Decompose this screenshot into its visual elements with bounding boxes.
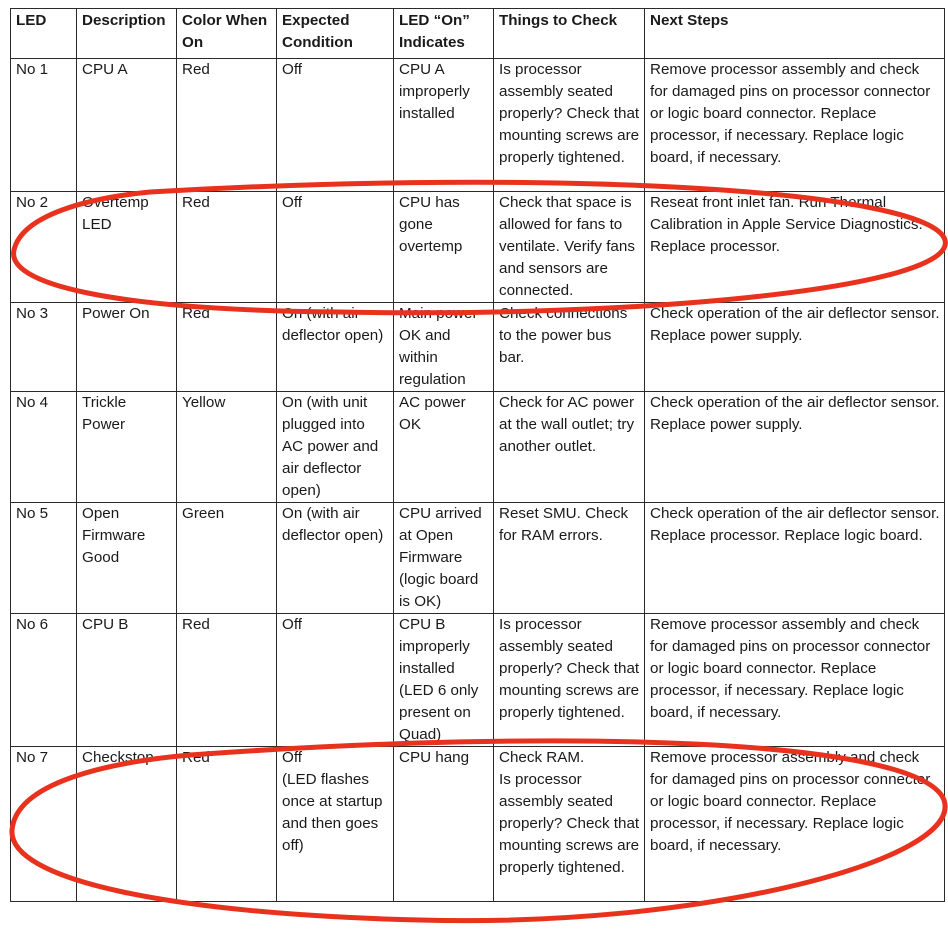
cell-led: No 6 (11, 614, 77, 747)
cell-led: No 1 (11, 59, 77, 192)
led-table (10, 8, 945, 902)
cell-color: Red (177, 192, 277, 303)
cell-next-steps: Remove processor assembly and check for damaged pins on processor connector or logic board connector. Replace processor, if necessary. Replace logic board, if necessary. (645, 59, 945, 192)
cell-description: Checkstop (77, 747, 177, 902)
cell-description: Trickle Power (77, 392, 177, 503)
cell-expected-condition: Off (277, 192, 394, 303)
cell-description: CPU B (77, 614, 177, 747)
cell-next-steps: Remove processor assembly and check for damaged pins on processor connector or logic board connector. Replace processor, if necessary. Replace logic board, if necessary. (645, 747, 945, 902)
led-diagnostics-sheet (10, 8, 944, 902)
header-expected-condition: Expected Condition (277, 9, 394, 59)
cell-next-steps: Remove processor assembly and check for damaged pins on processor connector or logic board connector. Replace processor, if necessary. Replace logic board, if necessary. (645, 614, 945, 747)
cell-led: No 7 (11, 747, 77, 902)
cell-led-on-indicates: CPU B improperly installed (LED 6 only present on Quad) (394, 614, 494, 747)
table-row (11, 192, 945, 303)
cell-color: Green (177, 503, 277, 614)
expected-condition-main: Off (282, 749, 302, 766)
cell-expected-condition: Off (277, 59, 394, 192)
cell-led-on-indicates: AC power OK (394, 392, 494, 503)
cell-color: Yellow (177, 392, 277, 503)
cell-expected-condition: On (with air deflector open) (277, 303, 394, 392)
cell-things-to-check: Check that space is allowed for fans to ventilate. Verify fans and sensors are connected. (494, 192, 645, 303)
cell-description: Power On (77, 303, 177, 392)
cell-next-steps: Reseat front inlet fan. Run Thermal Calibration in Apple Service Diagnostics. Replace processor. (645, 192, 945, 303)
cell-things-to-check: Check for AC power at the wall outlet; try another outlet. (494, 392, 645, 503)
cell-description: CPU A (77, 59, 177, 192)
cell-led: No 5 (11, 503, 77, 614)
cell-led-on-indicates: Main power OK and within regulation (394, 303, 494, 392)
cell-next-steps: Check operation of the air deflector sensor. Replace power supply. (645, 392, 945, 503)
cell-description: Open Firmware Good (77, 503, 177, 614)
cell-expected-condition: On (with air deflector open) (277, 503, 394, 614)
table-row (11, 59, 945, 192)
cell-led-on-indicates: CPU hang (394, 747, 494, 902)
cell-led-on-indicates: CPU arrived at Open Firmware (logic board is OK) (394, 503, 494, 614)
cell-color: Red (177, 303, 277, 392)
header-things-to-check: Things to Check (494, 9, 645, 59)
table-row (11, 392, 945, 503)
cell-expected-condition: Off (277, 614, 394, 747)
cell-color: Red (177, 614, 277, 747)
cell-things-to-check: Is processor assembly seated properly? Check that mounting screws are properly tightened. (494, 614, 645, 747)
header-led-on-indicates: LED “On” Indicates (394, 9, 494, 59)
cell-next-steps: Check operation of the air deflector sensor. Replace processor. Replace logic board. (645, 503, 945, 614)
cell-led: No 2 (11, 192, 77, 303)
cell-led: No 3 (11, 303, 77, 392)
cell-things-to-check: Is processor assembly seated properly? Check that mounting screws are properly tightened. (494, 59, 645, 192)
table-row (11, 503, 945, 614)
cell-color: Red (177, 747, 277, 902)
header-led: LED (11, 9, 77, 59)
check-item-ram: Check RAM. (499, 749, 585, 766)
cell-expected-condition (277, 747, 394, 902)
cell-next-steps: Check operation of the air deflector sensor. Replace power supply. (645, 303, 945, 392)
header-row (11, 9, 945, 59)
header-description: Description (77, 9, 177, 59)
expected-condition-note: (LED flashes once at startup and then goes off) (282, 771, 383, 854)
cell-things-to-check: Check connections to the power bus bar. (494, 303, 645, 392)
cell-color: Red (177, 59, 277, 192)
check-item-processor: Is processor assembly seated properly? Check that mounting screws are properly tightened. (499, 771, 640, 876)
cell-things-to-check (494, 747, 645, 902)
cell-led-on-indicates: CPU A improperly installed (394, 59, 494, 192)
header-next-steps: Next Steps (645, 9, 945, 59)
header-color: Color When On (177, 9, 277, 59)
cell-description: Overtemp LED (77, 192, 177, 303)
cell-led-on-indicates: CPU has gone overtemp (394, 192, 494, 303)
cell-expected-condition: On (with unit plugged into AC power and air deflector open) (277, 392, 394, 503)
cell-led: No 4 (11, 392, 77, 503)
cell-things-to-check: Reset SMU. Check for RAM errors. (494, 503, 645, 614)
table-row (11, 303, 945, 392)
table-row (11, 747, 945, 902)
table-row (11, 614, 945, 747)
